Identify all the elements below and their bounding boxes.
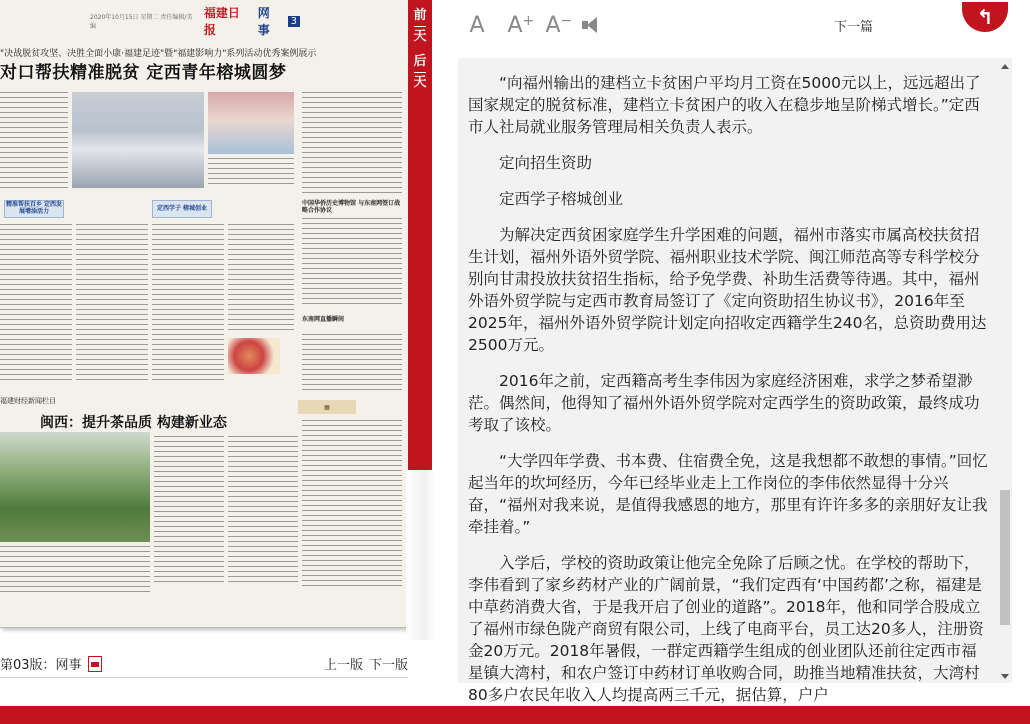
page-footer — [0, 650, 408, 678]
newspaper-sub-headline-2: 福建财经新闻栏目 — [0, 397, 56, 405]
next-day-char-2[interactable]: 天 — [413, 74, 427, 90]
day-nav — [408, 8, 432, 90]
next-page-link[interactable]: 下一版 — [368, 658, 408, 673]
text-column — [76, 224, 148, 384]
text-column — [302, 334, 402, 394]
newspaper-ad: ▦ — [298, 400, 356, 414]
page-curl-shadow — [406, 470, 436, 640]
side-title-1: 中国华侨历史博物馆 与东南网签订战略合作协议 — [302, 200, 401, 215]
text-column — [302, 420, 402, 586]
pdf-icon[interactable] — [88, 656, 102, 672]
speaker-icon[interactable] — [582, 16, 604, 34]
tea-garden-photo — [0, 432, 150, 542]
font-larger-button[interactable]: A + — [507, 12, 535, 38]
newspaper-section-number: 3 — [288, 16, 300, 27]
back-arrow-icon: ↰ — [976, 5, 994, 29]
text-column — [302, 92, 402, 196]
newspaper-section: 网事 — [257, 6, 270, 37]
scrollbar-thumb[interactable] — [1000, 490, 1010, 625]
prev-day-char-2[interactable]: 天 — [413, 28, 427, 44]
scroll-down-arrow-icon[interactable] — [1001, 674, 1009, 679]
newspaper-page-image[interactable] — [0, 0, 410, 628]
newspaper-masthead — [90, 6, 300, 37]
newspaper-box-2: 定西学子 榕城创业 — [152, 200, 212, 218]
font-normal-button[interactable]: A — [469, 12, 485, 38]
next-article-link[interactable]: 下一篇 — [834, 20, 874, 35]
text-column — [228, 224, 294, 332]
workers-photo — [208, 92, 294, 154]
prev-page-link[interactable]: 上一版 — [323, 658, 363, 673]
article-toolbar — [458, 0, 1030, 50]
scroll-up-arrow-icon[interactable] — [1001, 64, 1009, 69]
text-column — [228, 436, 298, 586]
stamp-graphic — [228, 338, 280, 374]
article-paragraph: 入学后，学校的资助政策让他完全免除了后顾之忧。在学校的帮助下，李伟看到了家乡药材产业的广阔前景，“我们定西有‘中国药都’之称，福建是中草药消费大省，于是我开启了创业的道路”。2018年，他和同学合股成立了福州市绿色陇产商贸有限公司，上线了电商平台，员工达20多人，注册资金20万元。2018年暑假，一群定西籍学生组成的创业团队还前往定西市福星镇大湾村，和农户签订中药材订单收购合同，助推当地精准扶贫，大湾村80多户农民年收入人均提高两三千元，据估算，户户 — [468, 554, 984, 704]
article-subheading: 定向招生资助 — [499, 154, 593, 172]
text-column — [302, 218, 402, 308]
page-label: 第03版：网事 — [0, 658, 82, 673]
newspaper-date-line: 2020年10月15日 星期二 责任编辑/美编 — [90, 14, 193, 30]
text-column — [154, 436, 224, 586]
newspaper-sub-headline: "决战脱贫攻坚、决胜全面小康·福建足迹"暨"福建影响力"系列活动优秀案例展示 — [0, 49, 317, 59]
article-paragraph: 为解决定西贫困家庭学生升学困难的问题，福州市落实市属高校扶贫招生计划，福州外语外贸学院、福州职业技术学院、闽江师范高等专科学校分别向甘肃投放扶贫招生指标，给予免学费、补助生活费等待遇。其中，福州外语外贸学院与定西市教育局签订了《定向资助招生协议书》，2016年至2025年，福州外语外贸学院计划定向招收定西籍学生240名，总资助费用达2500万元。 — [468, 226, 987, 354]
font-smaller-button[interactable]: A − — [545, 12, 573, 38]
article-paragraph: 2016年之前，定西籍高考生李伟因为家庭经济困难，求学之梦希望渺茫。偶然间，他得知了福州外语外贸学院对定西学生的资助政策，最终成功考取了该校。 — [468, 372, 980, 434]
text-column — [208, 158, 294, 188]
article-paragraph: “大学四年学费、书本费、住宿费全免，这是我想都不敢想的事情。”回忆起当年的坎坷经历，今年已经毕业走上工作岗位的李伟依然显得十分兴奋，“福州对我来说，是值得我感恩的地方，那里有许许多多的亲朋好友让我牵挂着。” — [468, 452, 988, 536]
newspaper-headline-2[interactable]: 闽西：提升茶品质 构建新业态 — [40, 415, 227, 431]
prev-day-char-1[interactable]: 前 — [413, 8, 427, 23]
article-paragraph: “向福州输出的建档立卡贫困户平均月工资在5000元以上，远远超出了国家规定的脱贫标准，建档立卡贫困户的收入在稳步地呈阶梯式增长。”定西市人社局就业服务管理局相关负责人表示。 — [468, 74, 981, 136]
article-scrollbar[interactable] — [998, 58, 1012, 683]
article-content[interactable] — [458, 58, 1012, 704]
text-column — [0, 92, 68, 188]
text-column — [152, 224, 224, 384]
side-title-2: 东南网直播瞬间 — [302, 316, 345, 323]
text-column — [0, 224, 72, 384]
article-subheading: 定西学子榕城创业 — [499, 190, 624, 208]
newspaper-box-1: 精准帮扶百乡 定西发展增添活力 — [4, 200, 64, 218]
bottom-red-bar — [0, 706, 1030, 724]
newspaper-headline[interactable]: 对口帮扶精准脱贫 定西青年榕城圆梦 — [0, 63, 287, 83]
text-column — [0, 546, 150, 596]
newspaper-logo: 福建日报 — [203, 6, 240, 37]
factory-photo — [72, 92, 204, 188]
next-day-char-1[interactable]: 后 — [413, 54, 427, 70]
